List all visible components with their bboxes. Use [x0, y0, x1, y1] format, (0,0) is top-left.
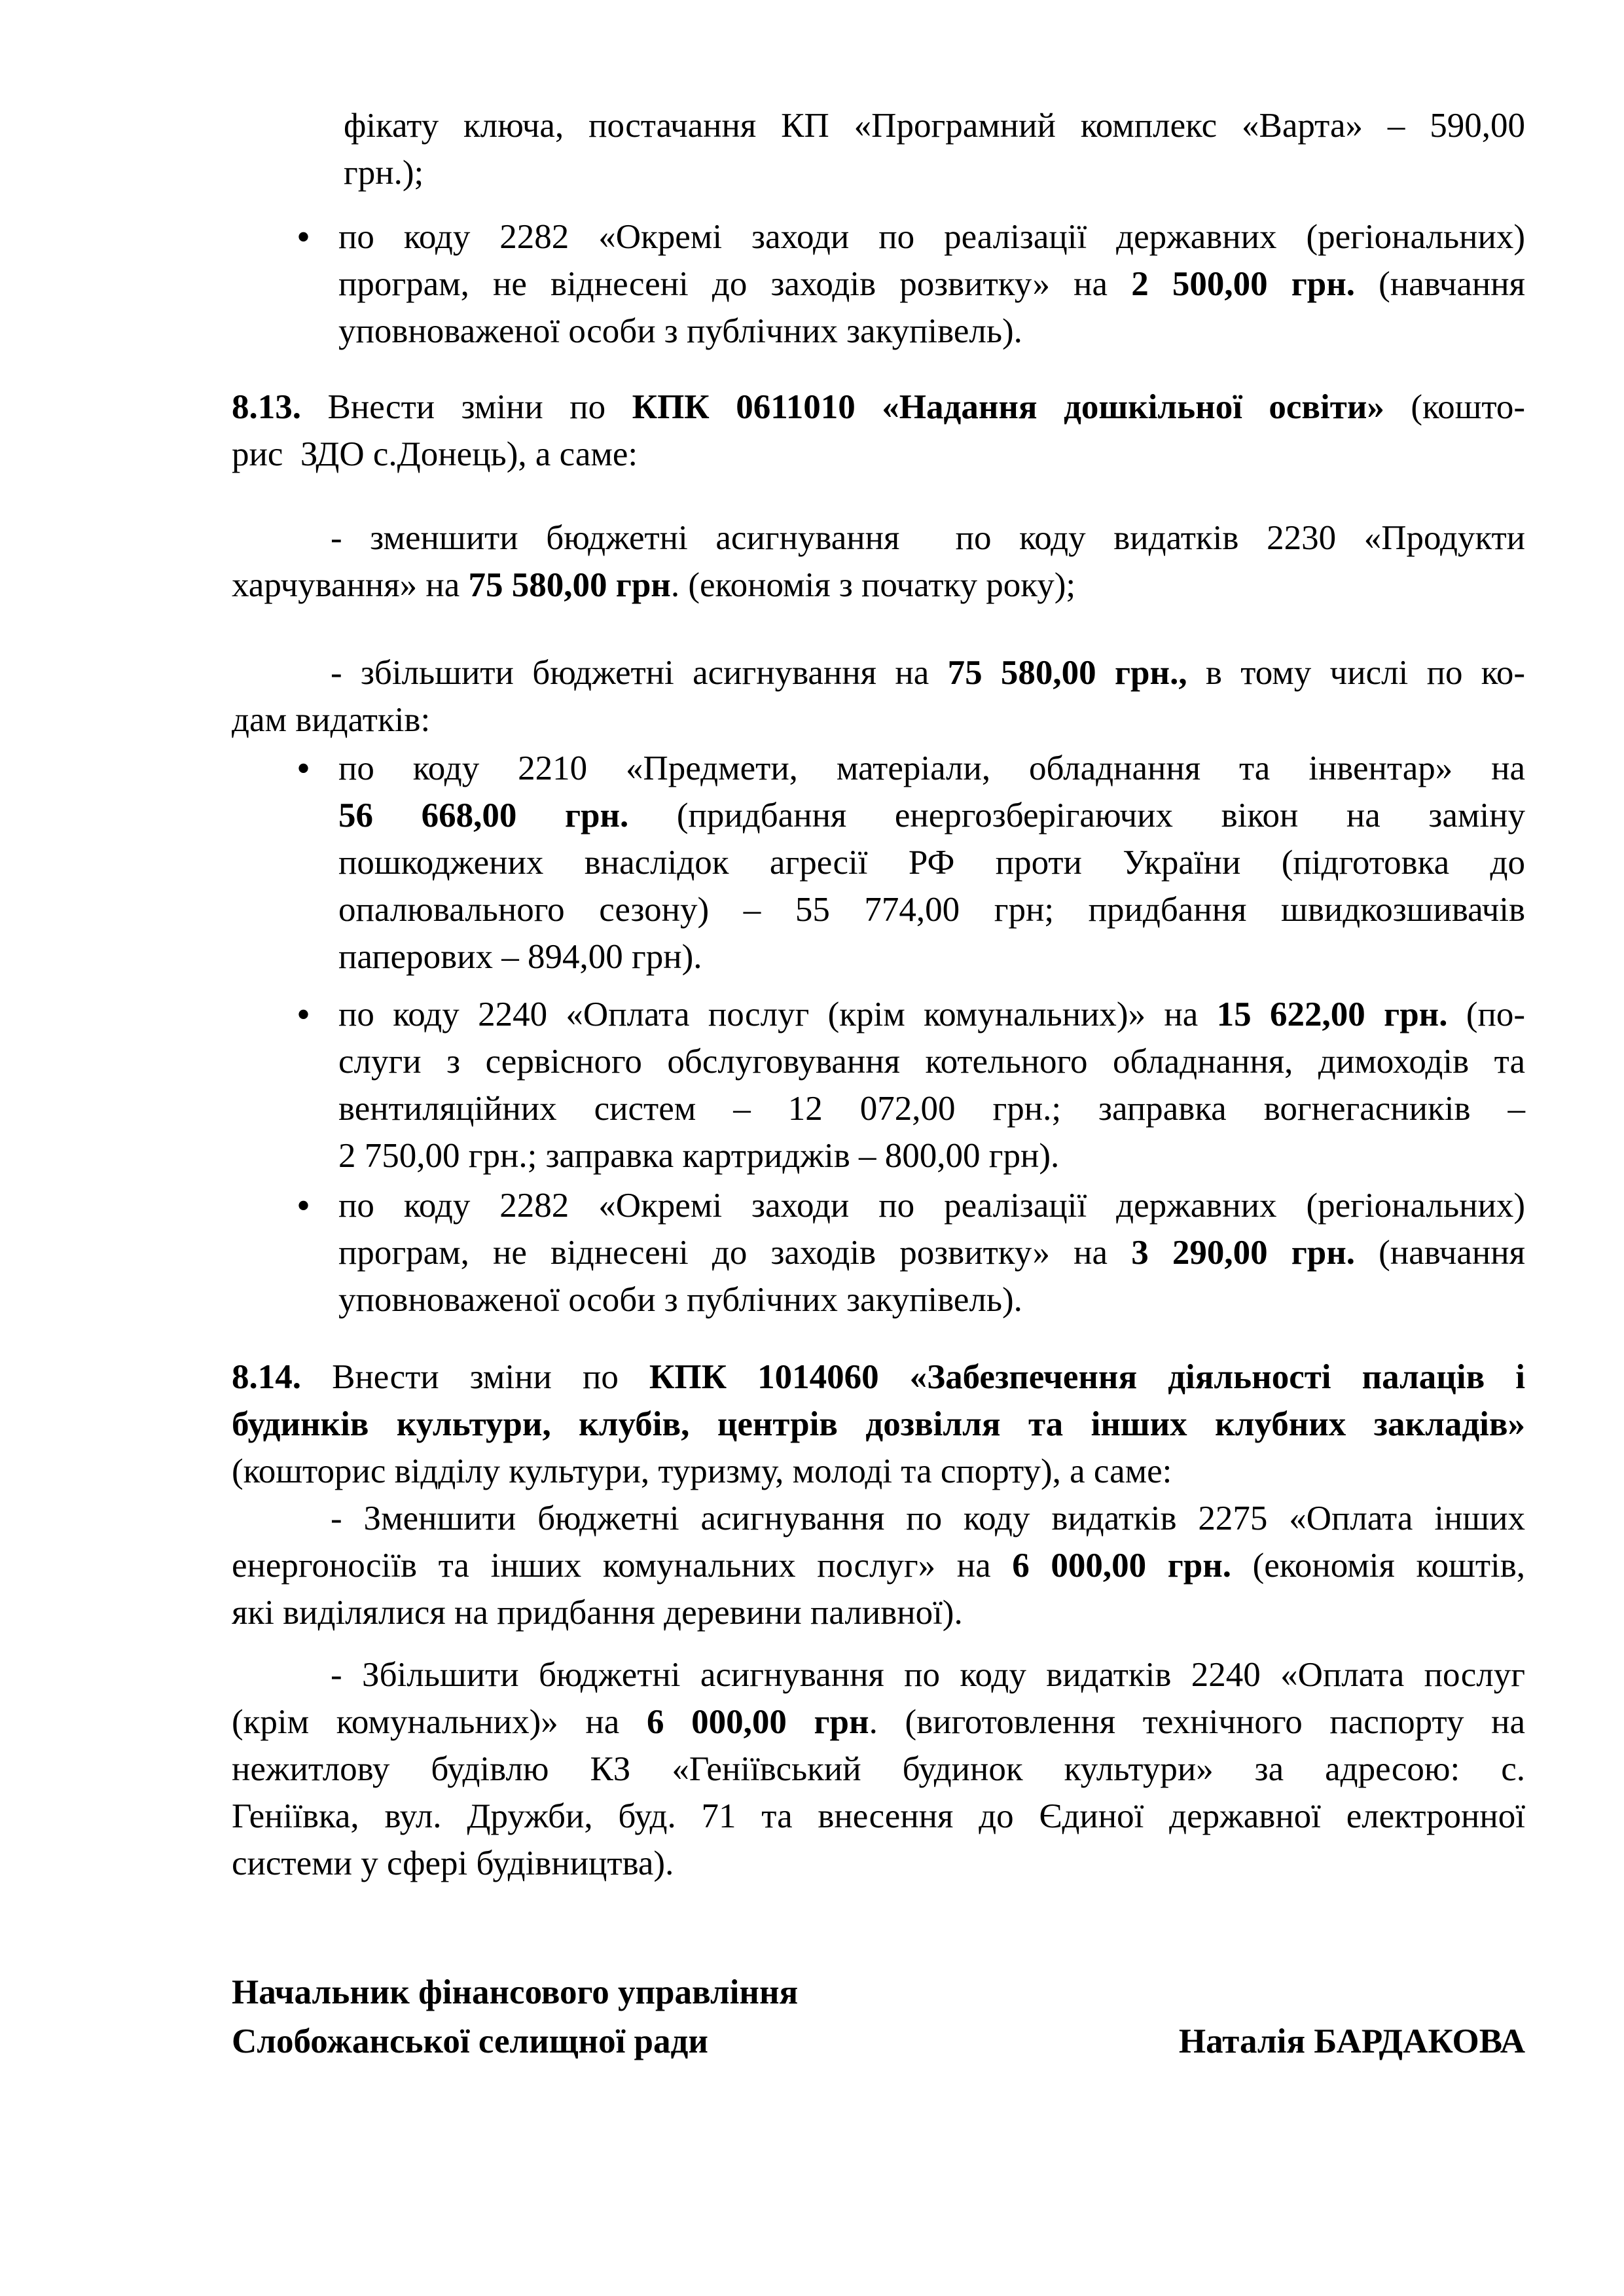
text-line [232, 514, 1525, 562]
bold-text: 6 000,00 грн. [1012, 1547, 1232, 1585]
text-line [232, 1698, 1525, 1746]
text: - зменшити бюджетні асигнування по коду видатків 2230 «Продукти [331, 519, 1525, 557]
text: фікату ключа, постачання КП «Програмний комплекс «Варта» – 590,00 [344, 107, 1525, 145]
bold-text: 8.13. [232, 388, 301, 426]
paragraph-increase-total [232, 649, 1525, 744]
text-line [338, 1132, 1525, 1179]
text: . (економія з початку року); [670, 566, 1076, 604]
paragraph-increase-2240 [232, 1651, 1525, 1887]
text-line [232, 1401, 1525, 1448]
text-line [338, 933, 1525, 980]
text: по коду 2282 «Окремі заходи по реалізації державних (регіональних) [338, 218, 1525, 256]
text: (кошто- [1384, 388, 1525, 426]
text-line [232, 1354, 1525, 1401]
text: дам видатків: [232, 701, 431, 739]
text: харчування» на [232, 566, 469, 604]
text: - Зменшити бюджетні асигнування по коду видатків 2275 «Оплата інших [331, 1499, 1525, 1537]
bold-text: 75 580,00 грн [468, 566, 671, 604]
text: по коду 2240 «Оплата послуг (крім комунальних)» на [338, 996, 1217, 1033]
text-line [232, 1746, 1525, 1793]
signatory-title-line-1: Начальник фінансового управління [232, 1973, 799, 2011]
document-body [232, 102, 1525, 1887]
text-line [338, 886, 1525, 933]
text: 2 750,00 грн.; заправка картриджів – 800,00 грн). [338, 1137, 1060, 1175]
text: в тому числі по ко- [1187, 654, 1525, 692]
bold-text: 8.14. [232, 1358, 301, 1396]
text: по коду 2282 «Окремі заходи по реалізації державних (регіональних) [338, 1187, 1525, 1225]
text: уповноваженої особи з публічних закупівель). [338, 312, 1022, 350]
bold-text: 15 622,00 грн. [1216, 996, 1448, 1033]
text: (навчання [1355, 265, 1526, 303]
text: (навчання [1355, 1234, 1526, 1272]
text-line [338, 1038, 1525, 1085]
text-line [338, 991, 1525, 1038]
text: пошкоджених внаслідок агресії РФ проти України (підготовка до [338, 844, 1525, 882]
bullet-code-2282-training [232, 213, 1525, 355]
text-line [232, 696, 1525, 744]
paragraph-decrease-2230 [232, 514, 1525, 609]
text: рис ЗДО с.Донець), а саме: [232, 435, 638, 473]
bold-text: 6 000,00 грн [646, 1703, 869, 1741]
bold-text: КПК 1014060 «Забезпечення діяльності палаців і [649, 1358, 1525, 1396]
text-line [232, 1448, 1525, 1495]
text: (економія коштів, [1231, 1547, 1525, 1585]
bold-text: будинків культури, клубів, центрів дозвілля та інших клубних закладів» [232, 1405, 1525, 1443]
bold-text: 56 668,00 грн. [338, 797, 629, 834]
bold-text: 75 580,00 грн., [947, 654, 1187, 692]
paragraph-8-14 [232, 1354, 1525, 1495]
text-line [232, 384, 1525, 431]
bold-text: 3 290,00 грн. [1131, 1234, 1356, 1272]
text: паперових – 894,00 грн). [338, 938, 702, 976]
signature-block [232, 1969, 1525, 2065]
text-line [344, 149, 1525, 196]
text: уповноваженої особи з публічних закупівель). [338, 1281, 1022, 1319]
bold-text: 2 500,00 грн. [1131, 265, 1356, 303]
bullet-icon: • [297, 993, 311, 1036]
text-line [232, 1840, 1525, 1887]
text: (по- [1447, 996, 1525, 1033]
text: - Збільшити бюджетні асигнування по коду видатків 2240 «Оплата послуг [331, 1656, 1525, 1694]
signatory-title-line-2: Слобожанської селищної ради [232, 2022, 708, 2060]
text-line [338, 260, 1525, 308]
text-line [338, 213, 1525, 260]
text: по коду 2210 «Предмети, матеріали, обладнання та інвентар» на [338, 749, 1525, 787]
text-line [338, 1085, 1525, 1132]
text-line [338, 308, 1525, 355]
text: слуги з сервісного обслуговування котельного обладнання, димоходів та [338, 1043, 1525, 1081]
text: опалювального сезону) – 55 774,00 грн; придбання швидкозшивачів [338, 891, 1525, 929]
text-line [338, 839, 1525, 886]
text: (кошторис відділу культури, туризму, молоді та спорту), а саме: [232, 1452, 1172, 1490]
bullet-code-2240 [232, 991, 1525, 1179]
bullet-icon: • [297, 747, 311, 790]
text: Внести зміни по [301, 388, 632, 426]
text: (придбання енергозберігаючих вікон на заміну [628, 797, 1525, 834]
text: . (виготовлення технічного паспорту на [869, 1703, 1525, 1741]
text: вентиляційних систем – 12 072,00 грн.; заправка вогнегасників – [338, 1090, 1525, 1128]
text: нежитлову будівлю КЗ «Геніївський будинок культури» за адресою: с. [232, 1750, 1525, 1788]
text-line [232, 562, 1525, 609]
text: програм, не віднесені до заходів розвитку» на [338, 1234, 1132, 1272]
text-line [232, 1793, 1525, 1840]
text-line [338, 792, 1525, 839]
text-line [232, 1651, 1525, 1698]
text-line [338, 1229, 1525, 1276]
text-line [338, 1276, 1525, 1323]
bold-text: КПК 0611010 «Надання дошкільної освіти» [632, 388, 1384, 426]
text-line [338, 745, 1525, 792]
text: які виділялися на придбання деревини паливної). [232, 1594, 963, 1632]
text-line [232, 1495, 1525, 1542]
text: - збільшити бюджетні асигнування на [331, 654, 948, 692]
text-line [344, 102, 1525, 149]
bullet-code-2210 [232, 745, 1525, 980]
text-line [232, 1589, 1525, 1636]
paragraph-decrease-2275 [232, 1495, 1525, 1636]
text-line [232, 431, 1525, 478]
bullet-icon: • [297, 215, 311, 259]
bullet-icon: • [297, 1184, 311, 1227]
text: програм, не віднесені до заходів розвитку» на [338, 265, 1132, 303]
text: Внести зміни по [301, 1358, 649, 1396]
text: енергоносіїв та інших комунальних послуг» на [232, 1547, 1013, 1585]
text-line [338, 1182, 1525, 1229]
text-line [232, 649, 1525, 696]
paragraph-8-13 [232, 384, 1525, 478]
text: (крім комунальних)» на [232, 1703, 647, 1741]
bullet-continuation-varta [232, 102, 1525, 196]
signatory-name: Наталія БАРДАКОВА [1178, 2022, 1525, 2060]
text: Геніївка, вул. Дружби, буд. 71 та внесення до Єдиної державної електронної [232, 1797, 1525, 1835]
text: грн.); [344, 154, 424, 192]
text: системи у сфері будівництва). [232, 1844, 674, 1882]
text-line [232, 1542, 1525, 1589]
bullet-code-2282-training-2 [232, 1182, 1525, 1323]
